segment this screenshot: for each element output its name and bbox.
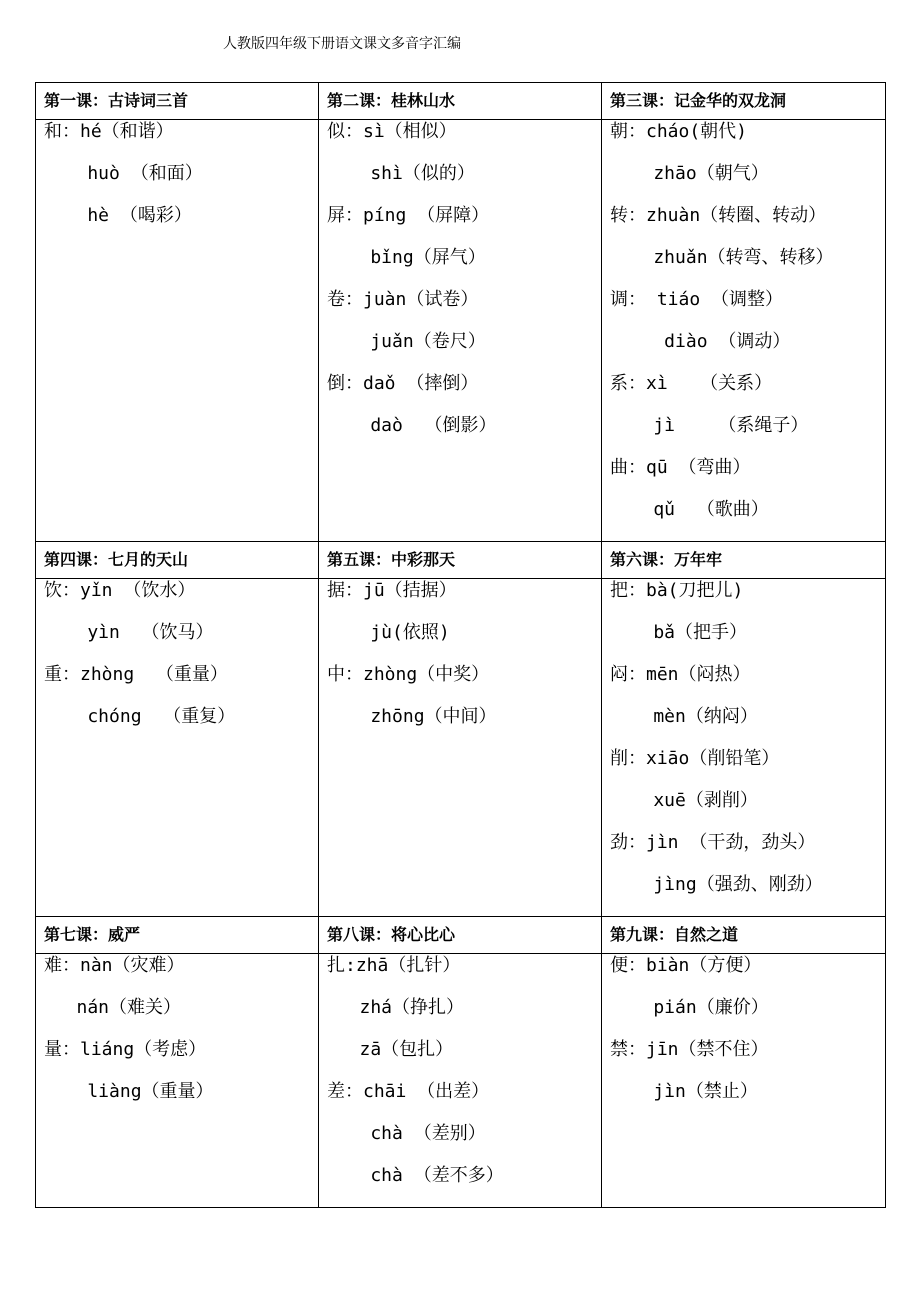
- lesson-4-title: 第四课：七月的天山: [36, 542, 319, 579]
- lesson-7-title: 第七课：威严: [36, 917, 319, 954]
- pronunciation-line: 屏：píng （屏障）: [327, 205, 490, 226]
- pronunciation-line: 倒：daǒ （摔倒）: [327, 373, 479, 394]
- pronunciation-line: xuē（剥削）: [610, 790, 758, 811]
- pronunciation-line: zhōng（中间）: [327, 706, 497, 727]
- pronunciation-line: 朝：cháo(朝代): [610, 121, 748, 142]
- lesson-5-body: [319, 579, 602, 917]
- lesson-9-title: 第九课：自然之道: [602, 917, 886, 954]
- header-row: [36, 917, 886, 954]
- lesson-3-body: [602, 120, 886, 542]
- pronunciation-line: 难：nàn（灾难）: [44, 955, 185, 976]
- pronunciation-line: 卷：juàn（试卷）: [327, 289, 479, 310]
- pronunciation-line: bǐng（屏气）: [327, 247, 486, 268]
- pronunciation-line: 闷：mēn（闷热）: [610, 664, 751, 685]
- pronunciation-line: zhuǎn（转弯、转移）: [610, 247, 834, 268]
- lesson-9-body: [602, 954, 886, 1208]
- lesson-4-body: [36, 579, 319, 917]
- lesson-2-title: 第二课：桂林山水: [319, 83, 602, 120]
- pronunciation-line: 便：biàn（方便）: [610, 955, 762, 976]
- header-row: [36, 542, 886, 579]
- pronunciation-line: 系：xì （关系）: [610, 373, 773, 394]
- pronunciation-line: jìn（禁止）: [610, 1081, 758, 1102]
- lesson-8-title: 第八课：将心比心: [319, 917, 602, 954]
- pronunciation-line: daò （倒影）: [327, 415, 497, 436]
- pronunciation-line: hè （喝彩）: [44, 205, 192, 226]
- pronunciation-line: huò （和面）: [44, 163, 203, 184]
- pronunciation-line: 似：sì（相似）: [327, 121, 457, 142]
- pronunciation-line: 扎:zhā（扎针）: [327, 955, 461, 976]
- pronunciation-line: jìng（强劲、刚劲）: [610, 874, 823, 895]
- pronunciation-line: zhāo（朝气）: [610, 163, 769, 184]
- pronunciation-line: 据：jū（拮据）: [327, 580, 457, 601]
- pronunciation-line: mèn（纳闷）: [610, 706, 758, 727]
- lesson-6-title: 第六课：万年牢: [602, 542, 886, 579]
- pronunciation-line: yìn （饮马）: [44, 622, 214, 643]
- lesson-6-body: [602, 579, 886, 917]
- pronunciation-line: zhá（挣扎）: [327, 997, 465, 1018]
- pronunciation-line: bǎ（把手）: [610, 622, 748, 643]
- pronunciation-line: 量：liáng（考虑）: [44, 1039, 207, 1060]
- pronunciation-line: 差：chāi （出差）: [327, 1081, 490, 1102]
- pronunciation-line: qǔ （歌曲）: [610, 499, 769, 520]
- pronunciation-line: jù(依照): [327, 622, 450, 643]
- pronunciation-line: 曲：qū （弯曲）: [610, 457, 751, 478]
- content-row: [36, 579, 886, 917]
- pronunciation-line: nán（难关）: [44, 997, 182, 1018]
- lesson-2-body: [319, 120, 602, 542]
- page-title: 人教版四年级下册语文课文多音字汇编: [223, 36, 461, 52]
- pronunciation-line: jì （系绳子）: [610, 415, 809, 436]
- header-row: [36, 83, 886, 120]
- pronunciation-line: 劲：jìn （干劲，劲头）: [610, 832, 816, 853]
- pronunciation-line: 中：zhòng（中奖）: [327, 664, 490, 685]
- pronunciation-line: 削：xiāo（削铅笔）: [610, 748, 780, 769]
- content-row: [36, 120, 886, 542]
- pronunciation-line: chóng （重复）: [44, 706, 236, 727]
- lesson-8-body: [319, 954, 602, 1208]
- pronunciation-line: 禁：jīn（禁不住）: [610, 1039, 769, 1060]
- pronunciation-line: 饮：yǐn （饮水）: [44, 580, 196, 601]
- content-row: [36, 954, 886, 1208]
- pronunciation-line: 把：bà(刀把儿): [610, 580, 744, 601]
- lesson-3-title: 第三课：记金华的双龙洞: [602, 83, 886, 120]
- pronunciation-line: liàng（重量）: [44, 1081, 214, 1102]
- lesson-7-body: [36, 954, 319, 1208]
- lesson-5-title: 第五课：中彩那天: [319, 542, 602, 579]
- pronunciation-line: 重：zhòng （重量）: [44, 664, 228, 685]
- pronunciation-line: shì（似的）: [327, 163, 475, 184]
- pronunciation-line: chà （差不多）: [327, 1165, 504, 1186]
- lesson-1-title: 第一课：古诗词三首: [36, 83, 319, 120]
- pronunciation-line: 调： tiáo （调整）: [610, 289, 784, 310]
- pronunciation-line: chà （差别）: [327, 1123, 486, 1144]
- pronunciation-line: 和：hé（和谐）: [44, 121, 174, 142]
- pronunciation-line: zā（包扎）: [327, 1039, 454, 1060]
- pronunciation-line: diào （调动）: [610, 331, 791, 352]
- pronunciation-line: pián（廉价）: [610, 997, 769, 1018]
- pronunciation-line: 转：zhuàn（转圈、转动）: [610, 205, 827, 226]
- pronunciation-line: juǎn（卷尺）: [327, 331, 486, 352]
- lesson-1-body: [36, 120, 319, 542]
- lesson-table: [35, 82, 886, 1208]
